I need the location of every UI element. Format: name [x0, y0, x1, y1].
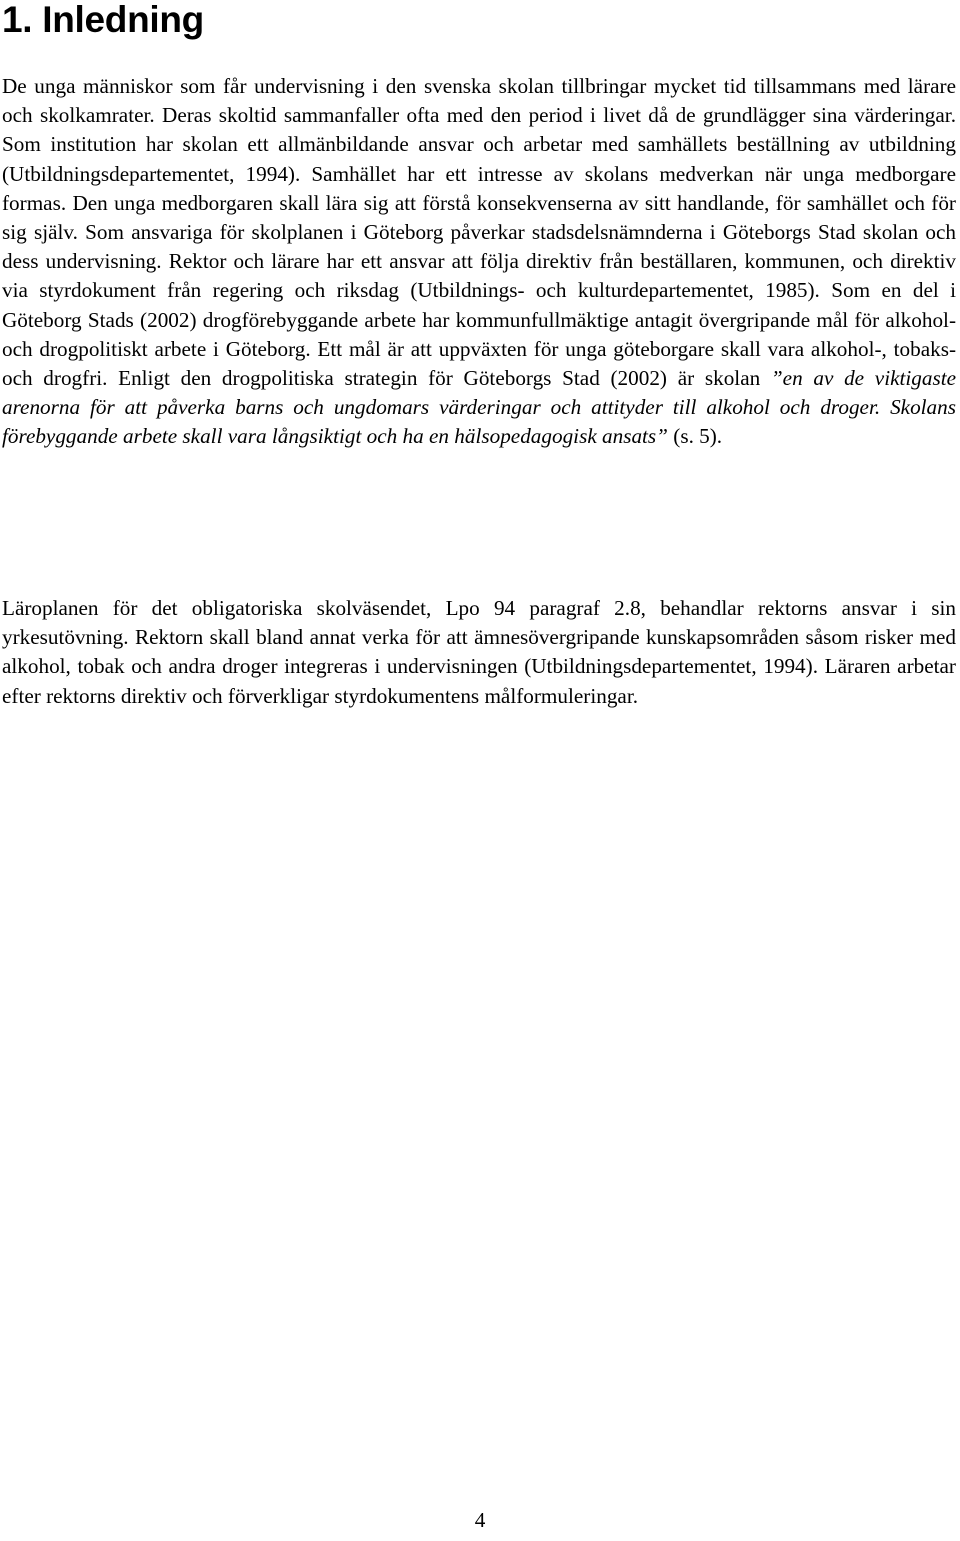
paragraph-intro-text: De unga människor som får undervisning i den svenska skolan tillbringar mycket tid tillsammans med lärare och skolkamrater. Deras skoltid sammanfaller ofta med den period i livet då de grundlägger sina värderingar. Som institution har skolan ett allmänbildande ansvar och arbetar med samhällets beställning av utbildning (Utbildningsdepartementet, 1994). Samhället har ett intresse av skolans medverkan när unga medborgare formas. Den unga medborgaren skall lära sig att förstå konsekvenserna av sitt handlande, för samhället och för sig själv. Som ansvariga för skolplanen i Göteborg påverkar stadsdelsnämnderna i Göteborgs Stad skolan och dess undervisning. Rektor och lärare har ett ansvar att följa direktiv från beställaren, kommunen, och direktiv via styrdokument från regering och riksdag (Utbildnings- och kulturdepartementet, 1985). Som en del i Göteborg Stads (2002) drogförebyggande arbete har kommunfullmäktige antagit övergripande mål för alkohol- och drogpolitiskt arbete i Göteborg. Ett mål är att uppväxten för unga göteborgare skall vara alkohol-, tobaks- och drogfri. Enligt den drogpolitiska strategin för Göteborgs Stad (2002) är skolan [2, 74, 956, 391]
paragraph-intro [2, 72, 956, 452]
paragraph-intro-quote: ”en av de viktigaste arenorna för att påverka barns och ungdomars värderingar och attityder till alkohol och droger. Skolans förebyggande arbete skall vara långsiktigt och ha en hälsopedagogisk ansats” [2, 366, 956, 449]
paragraph-intro-citation: (s. 5). [667, 424, 723, 449]
page-number: 4 [474, 1508, 486, 1532]
paragraph-curriculum: Läroplanen för det obligatoriska skolväsendet, Lpo 94 paragraf 2.8, behandlar rektorns ansvar i sin yrkesutövning. Rektorn skall bland annat verka för att ämnesövergripande kunskapsområden såsom risker med alkohol, tobak och andra droger integreras i undervisningen (Utbildningsdepartementet, 1994). Läraren arbetar efter rektorns direktiv och förverkligar styrdokumentens målformuleringar. [2, 596, 956, 708]
section-heading: 1. Inledning [2, 0, 204, 40]
